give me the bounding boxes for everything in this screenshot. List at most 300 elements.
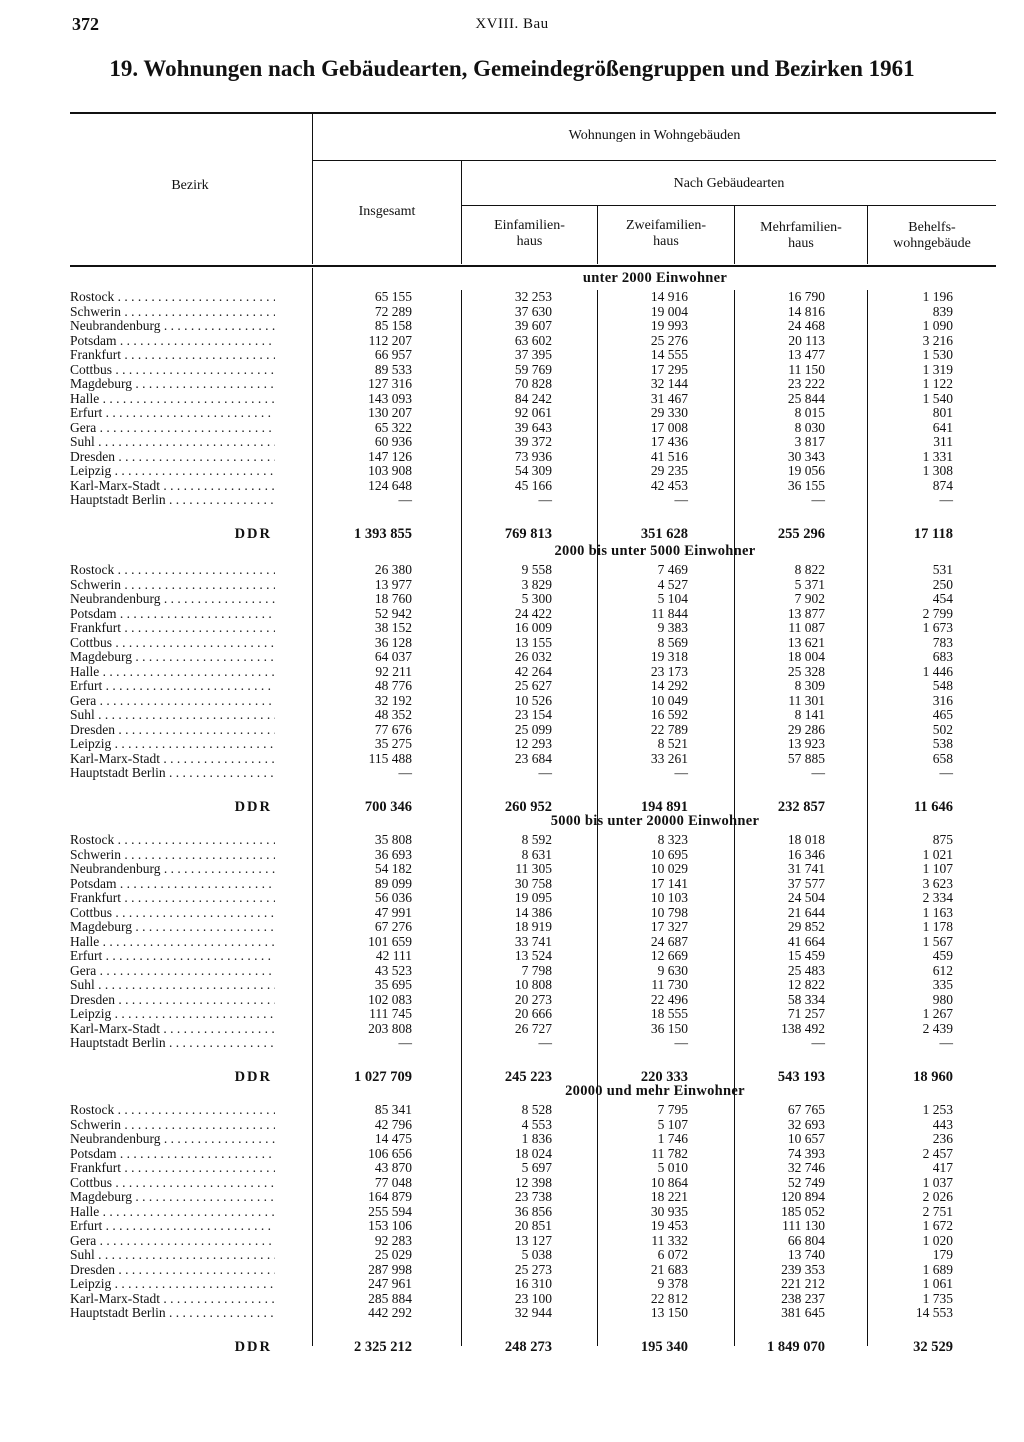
cell-zweifamilienhaus: 11 730 <box>651 977 688 992</box>
cell-einfamilienhaus: 42 264 <box>514 663 552 679</box>
cell-mehrfamilienhaus: 11 087 <box>788 620 825 635</box>
cell-mehrfamilienhaus: 29 286 <box>787 721 825 737</box>
cell-insgesamt: 36 128 <box>374 634 412 650</box>
cell-insgesamt: 72 289 <box>374 303 412 319</box>
total-einfamilienhaus: 245 223 <box>504 1069 552 1085</box>
cell-mehrfamilienhaus: 8 822 <box>794 562 825 577</box>
cell-behelfswohngebaeude: 1 021 <box>922 846 953 862</box>
cell-mehrfamilienhaus: 185 052 <box>781 1203 825 1219</box>
bezirk-name: Dresden . . . <box>70 993 275 1008</box>
table-row <box>0 833 1024 848</box>
cell-zweifamilienhaus: 29 235 <box>650 463 688 478</box>
cell-insgesamt: 255 594 <box>368 1203 412 1219</box>
cell-zweifamilienhaus: 11 332 <box>651 1232 688 1248</box>
header-einfamilienhaus: Einfamilien- haus <box>494 218 565 249</box>
cell-behelfswohngebaeude: 783 <box>932 634 953 650</box>
cell-insgesamt: 65 155 <box>374 289 412 304</box>
table-row <box>0 650 1024 665</box>
cell-mehrfamilienhaus: 24 504 <box>787 890 825 905</box>
cell-einfamilienhaus: 37 630 <box>514 303 552 319</box>
cell-zweifamilienhaus: 17 141 <box>650 875 688 891</box>
bezirk-name: Rostock . . . <box>70 1103 275 1118</box>
table-row <box>0 1176 1024 1191</box>
cell-insgesamt: 124 648 <box>368 477 412 493</box>
cell-mehrfamilienhaus: 138 492 <box>781 1020 825 1036</box>
cell-einfamilienhaus: 18 919 <box>514 919 552 934</box>
cell-behelfswohngebaeude: 179 <box>932 1247 953 1262</box>
cell-insgesamt: 153 106 <box>368 1218 412 1233</box>
cell-behelfswohngebaeude: 801 <box>932 405 953 420</box>
cell-behelfswohngebaeude: 311 <box>933 434 953 449</box>
total-insgesamt: 1 027 709 <box>354 1069 412 1085</box>
total-behelfswohngebaeude: 17 118 <box>913 526 953 542</box>
cell-zweifamilienhaus: — <box>674 1035 688 1050</box>
table-row <box>0 1022 1024 1037</box>
table-row <box>0 334 1024 349</box>
cell-zweifamilienhaus: 33 261 <box>650 750 688 766</box>
cell-zweifamilienhaus: 10 103 <box>650 890 688 905</box>
bezirk-name: Neubrandenburg . . . <box>70 319 275 334</box>
cell-zweifamilienhaus: 22 496 <box>650 991 688 1007</box>
cell-einfamilienhaus: 33 741 <box>514 933 552 949</box>
cell-zweifamilienhaus: 4 527 <box>657 576 688 592</box>
cell-zweifamilienhaus: 42 453 <box>650 477 688 493</box>
table-row <box>0 1205 1024 1220</box>
table-row <box>0 877 1024 892</box>
cell-insgesamt: 42 111 <box>375 948 412 963</box>
table-row <box>0 1036 1024 1051</box>
total-label: DDR <box>234 1069 272 1085</box>
cell-behelfswohngebaeude: 2 457 <box>922 1145 953 1161</box>
cell-insgesamt: 130 207 <box>368 405 412 420</box>
bezirk-name: Rostock . . . <box>70 833 275 848</box>
cell-einfamilienhaus: 54 309 <box>514 463 552 478</box>
cell-insgesamt: 43 870 <box>374 1160 412 1175</box>
bezirk-name: Schwerin . . . <box>70 578 275 593</box>
cell-insgesamt: 18 760 <box>374 591 412 606</box>
cell-einfamilienhaus: 23 154 <box>514 707 552 722</box>
table-row <box>0 862 1024 877</box>
total-mehrfamilienhaus: 543 193 <box>777 1069 825 1085</box>
bezirk-name: Suhl . . . <box>70 978 275 993</box>
table-row <box>0 621 1024 636</box>
table-row <box>0 848 1024 863</box>
table-row <box>0 406 1024 421</box>
cell-behelfswohngebaeude: 14 553 <box>915 1305 953 1320</box>
bezirk-name: Magdeburg . . . <box>70 650 275 665</box>
cell-behelfswohngebaeude: 459 <box>932 948 953 963</box>
cell-mehrfamilienhaus: — <box>811 1035 825 1050</box>
total-einfamilienhaus: 769 813 <box>504 526 552 542</box>
table-row <box>0 723 1024 738</box>
cell-zweifamilienhaus: 6 072 <box>657 1247 688 1262</box>
cell-insgesamt: 35 695 <box>374 977 412 992</box>
cell-zweifamilienhaus: 9 383 <box>657 620 688 635</box>
cell-zweifamilienhaus: 30 935 <box>650 1203 688 1219</box>
cell-einfamilienhaus: 8 528 <box>521 1102 552 1117</box>
cell-einfamilienhaus: 23 684 <box>514 750 552 766</box>
cell-mehrfamilienhaus: 7 902 <box>794 591 825 606</box>
header-behelfswohngebaeude: Behelfs- wohngebäude <box>893 220 971 251</box>
cell-insgesamt: 35 275 <box>374 736 412 751</box>
cell-einfamilienhaus: 3 829 <box>521 576 552 592</box>
cell-mehrfamilienhaus: 32 746 <box>787 1160 825 1175</box>
cell-behelfswohngebaeude: 1 319 <box>922 361 953 377</box>
bezirk-name: Halle . . . <box>70 935 275 950</box>
cell-einfamilienhaus: 39 372 <box>514 434 552 449</box>
bezirk-name: Karl-Marx-Stadt . . . <box>70 479 275 494</box>
cell-mehrfamilienhaus: 21 644 <box>787 904 825 920</box>
cell-behelfswohngebaeude: 1 331 <box>922 448 953 464</box>
cell-einfamilienhaus: 23 100 <box>514 1290 552 1306</box>
cell-einfamilienhaus: 5 038 <box>521 1247 552 1262</box>
cell-mehrfamilienhaus: 16 346 <box>787 846 825 862</box>
cell-mehrfamilienhaus: 3 817 <box>794 434 825 449</box>
cell-behelfswohngebaeude: 1 253 <box>922 1102 953 1117</box>
table-row <box>0 305 1024 320</box>
cell-behelfswohngebaeude: 658 <box>932 750 953 766</box>
cell-einfamilienhaus: 18 024 <box>514 1145 552 1161</box>
bezirk-name: Frankfurt . . . <box>70 348 275 363</box>
bezirk-name: Halle . . . <box>70 1205 275 1220</box>
cell-einfamilienhaus: 84 242 <box>514 390 552 406</box>
bezirk-name: Suhl . . . <box>70 708 275 723</box>
cell-insgesamt: 164 879 <box>368 1189 412 1204</box>
table-row <box>0 993 1024 1008</box>
table-row <box>0 319 1024 334</box>
total-mehrfamilienhaus: 232 857 <box>777 799 825 815</box>
table-title: 19. Wohnungen nach Gebäudearten, Gemeindegrößengruppen und Bezirken 1961 <box>109 56 915 81</box>
table-row <box>0 578 1024 593</box>
table-row <box>0 493 1024 508</box>
table-row <box>0 708 1024 723</box>
cell-behelfswohngebaeude: 417 <box>932 1160 953 1175</box>
running-head: XVIII. Bau <box>475 16 549 32</box>
cell-einfamilienhaus: 12 293 <box>514 736 552 751</box>
bezirk-name: Cottbus . . . <box>70 906 275 921</box>
total-einfamilienhaus: 260 952 <box>504 799 552 815</box>
cell-zweifamilienhaus: 11 844 <box>651 605 688 621</box>
total-zweifamilienhaus: 195 340 <box>640 1339 688 1355</box>
cell-insgesamt: 106 656 <box>368 1145 412 1161</box>
cell-behelfswohngebaeude: 2 751 <box>922 1203 953 1219</box>
bezirk-name: Potsdam . . . <box>70 334 275 349</box>
bezirk-name: Karl-Marx-Stadt . . . <box>70 752 275 767</box>
table-section <box>0 813 1024 1085</box>
cell-zweifamilienhaus: 18 555 <box>650 1006 688 1021</box>
cell-mehrfamilienhaus: 8 309 <box>794 678 825 693</box>
cell-behelfswohngebaeude: 1 037 <box>922 1174 953 1190</box>
cell-einfamilienhaus: 5 300 <box>521 591 552 606</box>
header-mehrfamilienhaus: Mehrfamilien- haus <box>760 220 842 251</box>
section-title: 5000 bis unter 20000 Einwohner <box>550 813 760 829</box>
cell-zweifamilienhaus: 36 150 <box>650 1020 688 1036</box>
cell-zweifamilienhaus: 12 669 <box>650 948 688 963</box>
cell-insgesamt: 115 488 <box>368 750 412 766</box>
cell-behelfswohngebaeude: 839 <box>932 303 953 319</box>
cell-mehrfamilienhaus: 32 693 <box>787 1116 825 1132</box>
total-label: DDR <box>234 1339 272 1355</box>
cell-behelfswohngebaeude: 2 334 <box>922 890 953 905</box>
bezirk-name: Dresden . . . <box>70 723 275 738</box>
table-row <box>0 694 1024 709</box>
table-row <box>0 737 1024 752</box>
cell-einfamilienhaus: 30 758 <box>514 875 552 891</box>
cell-zweifamilienhaus: 9 630 <box>657 962 688 978</box>
section-title: 20000 und mehr Einwohner <box>565 1083 745 1099</box>
table-row <box>0 1118 1024 1133</box>
total-label: DDR <box>234 799 272 815</box>
table-row <box>0 1263 1024 1278</box>
cell-einfamilienhaus: 37 395 <box>514 347 552 362</box>
table-row <box>0 1190 1024 1205</box>
cell-zweifamilienhaus: 9 378 <box>657 1276 688 1291</box>
cell-insgesamt: 66 957 <box>374 347 412 362</box>
table-section <box>0 270 1024 542</box>
cell-behelfswohngebaeude: 875 <box>932 832 953 847</box>
cell-einfamilienhaus: 5 697 <box>521 1160 552 1175</box>
cell-mehrfamilienhaus: 30 343 <box>787 448 825 464</box>
bezirk-name: Frankfurt . . . <box>70 1161 275 1176</box>
cell-einfamilienhaus: 13 127 <box>514 1232 552 1248</box>
cell-behelfswohngebaeude: 1 446 <box>922 663 953 679</box>
cell-zweifamilienhaus: 22 812 <box>650 1290 688 1306</box>
cell-insgesamt: 89 533 <box>374 361 412 377</box>
cell-behelfswohngebaeude: — <box>939 765 953 780</box>
total-mehrfamilienhaus: 1 849 070 <box>767 1339 825 1355</box>
cell-insgesamt: 54 182 <box>374 861 412 876</box>
cell-einfamilienhaus: — <box>538 765 552 780</box>
cell-behelfswohngebaeude: 236 <box>932 1131 953 1146</box>
total-insgesamt: 2 325 212 <box>354 1339 412 1355</box>
subgroup-rule <box>462 205 996 206</box>
bezirk-name: Leipzig . . . <box>70 1007 275 1022</box>
cell-behelfswohngebaeude: 3 216 <box>922 332 953 348</box>
cell-mehrfamilienhaus: 36 155 <box>787 477 825 493</box>
cell-mehrfamilienhaus: 13 923 <box>787 736 825 751</box>
cell-zweifamilienhaus: 19 993 <box>650 318 688 333</box>
cell-insgesamt: 42 796 <box>374 1116 412 1132</box>
table-row <box>0 1219 1024 1234</box>
total-mehrfamilienhaus: 255 296 <box>777 526 825 542</box>
bezirk-name: Hauptstadt Berlin . . . <box>70 1306 275 1321</box>
bezirk-name: Erfurt . . . <box>70 1219 275 1234</box>
table-row <box>0 290 1024 305</box>
table-row <box>0 607 1024 622</box>
bezirk-name: Erfurt . . . <box>70 679 275 694</box>
bezirk-name: Dresden . . . <box>70 450 275 465</box>
table-row <box>0 479 1024 494</box>
cell-insgesamt: 48 776 <box>374 678 412 693</box>
cell-mehrfamilienhaus: 221 212 <box>781 1276 825 1291</box>
cell-insgesamt: 92 211 <box>375 663 412 679</box>
cell-zweifamilienhaus: 29 330 <box>650 405 688 420</box>
cell-einfamilienhaus: 45 166 <box>514 477 552 493</box>
cell-mehrfamilienhaus: 74 393 <box>787 1145 825 1161</box>
total-zweifamilienhaus: 194 891 <box>640 799 688 815</box>
cell-behelfswohngebaeude: 683 <box>932 649 953 664</box>
cell-insgesamt: 92 283 <box>374 1232 412 1248</box>
section-title: 2000 bis unter 5000 Einwohner <box>554 543 756 559</box>
bezirk-name: Gera . . . <box>70 964 275 979</box>
cell-zweifamilienhaus: 22 789 <box>650 721 688 737</box>
bezirk-name: Erfurt . . . <box>70 406 275 421</box>
table-row <box>0 1103 1024 1118</box>
header-bezirk: Bezirk <box>171 178 209 193</box>
cell-behelfswohngebaeude: 1 107 <box>922 861 953 876</box>
table-row <box>0 377 1024 392</box>
cell-zweifamilienhaus: 24 687 <box>650 933 688 949</box>
table-row <box>0 1161 1024 1176</box>
cell-mehrfamilienhaus: 11 301 <box>788 692 825 708</box>
bezirk-name: Leipzig . . . <box>70 737 275 752</box>
cell-zweifamilienhaus: 13 150 <box>650 1305 688 1320</box>
cell-insgesamt: 48 352 <box>374 707 412 722</box>
cell-insgesamt: 85 158 <box>374 318 412 333</box>
cell-insgesamt: 287 998 <box>368 1261 412 1277</box>
cell-behelfswohngebaeude: 1 673 <box>922 620 953 635</box>
cell-mehrfamilienhaus: 41 664 <box>787 933 825 949</box>
table-row <box>0 1248 1024 1263</box>
cell-einfamilienhaus: 39 643 <box>514 419 552 435</box>
cell-mehrfamilienhaus: 37 577 <box>787 875 825 891</box>
cell-mehrfamilienhaus: 31 741 <box>787 861 825 876</box>
cell-zweifamilienhaus: 5 104 <box>657 591 688 606</box>
cell-einfamilienhaus: 1 836 <box>521 1131 552 1146</box>
cell-mehrfamilienhaus: 239 353 <box>781 1261 825 1277</box>
cell-behelfswohngebaeude: 502 <box>932 721 953 737</box>
bezirk-name: Schwerin . . . <box>70 848 275 863</box>
cell-insgesamt: 77 048 <box>374 1174 412 1190</box>
cell-behelfswohngebaeude: 1 122 <box>922 376 953 391</box>
table-row <box>0 348 1024 363</box>
table-row <box>0 1147 1024 1162</box>
cell-mehrfamilienhaus: 16 790 <box>787 289 825 304</box>
cell-mehrfamilienhaus: 13 877 <box>787 605 825 621</box>
header-nach-gebaeudearten: Nach Gebäudearten <box>673 176 785 191</box>
cell-einfamilienhaus: 24 422 <box>514 605 552 621</box>
total-label: DDR <box>234 526 272 542</box>
bezirk-name: Gera . . . <box>70 694 275 709</box>
bezirk-name: Erfurt . . . <box>70 949 275 964</box>
cell-einfamilienhaus: — <box>538 1035 552 1050</box>
cell-insgesamt: 101 659 <box>368 933 412 949</box>
table-row <box>0 363 1024 378</box>
cell-mehrfamilienhaus: 10 657 <box>787 1131 825 1146</box>
cell-insgesamt: — <box>398 492 412 507</box>
cell-mehrfamilienhaus: 12 822 <box>787 977 825 992</box>
cell-insgesamt: 56 036 <box>374 890 412 905</box>
bezirk-name: Cottbus . . . <box>70 1176 275 1191</box>
page-number: 372 <box>72 14 99 34</box>
cell-behelfswohngebaeude: 465 <box>932 707 953 722</box>
bezirk-name: Gera . . . <box>70 1234 275 1249</box>
group-rule <box>313 160 996 161</box>
cell-mehrfamilienhaus: 8 015 <box>794 405 825 420</box>
cell-behelfswohngebaeude: 2 026 <box>922 1189 953 1204</box>
total-insgesamt: 700 346 <box>364 799 412 815</box>
header-insgesamt: Insgesamt <box>358 204 416 219</box>
table-row <box>0 1132 1024 1147</box>
cell-einfamilienhaus: — <box>538 492 552 507</box>
cell-behelfswohngebaeude: 1 196 <box>922 289 953 304</box>
cell-behelfswohngebaeude: 538 <box>932 736 953 751</box>
cell-behelfswohngebaeude: 316 <box>932 692 953 708</box>
bezirk-name: Suhl . . . <box>70 435 275 450</box>
cell-zweifamilienhaus: 21 683 <box>650 1261 688 1277</box>
cell-behelfswohngebaeude: 1 567 <box>922 933 953 949</box>
cell-mehrfamilienhaus: — <box>811 492 825 507</box>
header-wohnungen: Wohnungen in Wohngebäuden <box>568 128 741 143</box>
cell-insgesamt: 285 884 <box>368 1290 412 1306</box>
cell-zweifamilienhaus: 16 592 <box>650 707 688 722</box>
bezirk-name: Magdeburg . . . <box>70 377 275 392</box>
cell-behelfswohngebaeude: 874 <box>932 477 953 493</box>
cell-mehrfamilienhaus: 5 371 <box>794 576 825 592</box>
cell-einfamilienhaus: 23 738 <box>514 1189 552 1204</box>
cell-behelfswohngebaeude: 454 <box>932 591 953 606</box>
cell-insgesamt: 64 037 <box>374 649 412 664</box>
cell-behelfswohngebaeude: — <box>939 1035 953 1050</box>
cell-einfamilienhaus: 26 727 <box>514 1020 552 1036</box>
bezirk-name: Hauptstadt Berlin . . . <box>70 1036 275 1051</box>
table-row <box>0 964 1024 979</box>
cell-insgesamt: — <box>398 765 412 780</box>
cell-mehrfamilienhaus: 18 004 <box>787 649 825 664</box>
total-behelfswohngebaeude: 18 960 <box>913 1069 953 1085</box>
cell-zweifamilienhaus: 7 795 <box>657 1102 688 1117</box>
table-row <box>0 920 1024 935</box>
cell-zweifamilienhaus: 17 327 <box>650 919 688 934</box>
cell-mehrfamilienhaus: 25 844 <box>787 390 825 406</box>
cell-behelfswohngebaeude: 1 530 <box>922 347 953 362</box>
table-row <box>0 392 1024 407</box>
table-row <box>0 1007 1024 1022</box>
cell-behelfswohngebaeude: 548 <box>932 678 953 693</box>
bezirk-name: Rostock . . . <box>70 290 275 305</box>
bezirk-name: Gera . . . <box>70 421 275 436</box>
cell-einfamilienhaus: 59 769 <box>514 361 552 377</box>
cell-insgesamt: 36 693 <box>374 846 412 862</box>
cell-mehrfamilienhaus: — <box>811 765 825 780</box>
cell-einfamilienhaus: 19 095 <box>514 890 552 905</box>
cell-zweifamilienhaus: 17 295 <box>650 361 688 377</box>
cell-einfamilienhaus: 70 828 <box>514 376 552 391</box>
cell-zweifamilienhaus: 8 323 <box>657 832 688 847</box>
cell-behelfswohngebaeude: 2 799 <box>922 605 953 621</box>
cell-einfamilienhaus: 16 310 <box>514 1276 552 1291</box>
cell-mehrfamilienhaus: 18 018 <box>787 832 825 847</box>
total-behelfswohngebaeude: 32 529 <box>913 1339 953 1355</box>
cell-insgesamt: 38 152 <box>374 620 412 635</box>
cell-mehrfamilienhaus: 23 222 <box>787 376 825 391</box>
table-row <box>0 592 1024 607</box>
cell-einfamilienhaus: 25 273 <box>514 1261 552 1277</box>
cell-zweifamilienhaus: 5 010 <box>657 1160 688 1175</box>
cell-zweifamilienhaus: 32 144 <box>650 376 688 391</box>
table-row <box>0 563 1024 578</box>
cell-mehrfamilienhaus: 19 056 <box>787 463 825 478</box>
cell-einfamilienhaus: 13 524 <box>514 948 552 963</box>
cell-behelfswohngebaeude: 1 178 <box>922 919 953 934</box>
cell-mehrfamilienhaus: 381 645 <box>781 1305 825 1320</box>
cell-insgesamt: 32 192 <box>374 692 412 708</box>
cell-zweifamilienhaus: 18 221 <box>650 1189 688 1204</box>
cell-einfamilienhaus: 8 631 <box>521 846 552 862</box>
bezirk-name: Neubrandenburg . . . <box>70 862 275 877</box>
cell-insgesamt: 14 475 <box>374 1131 412 1146</box>
cell-behelfswohngebaeude: — <box>939 492 953 507</box>
